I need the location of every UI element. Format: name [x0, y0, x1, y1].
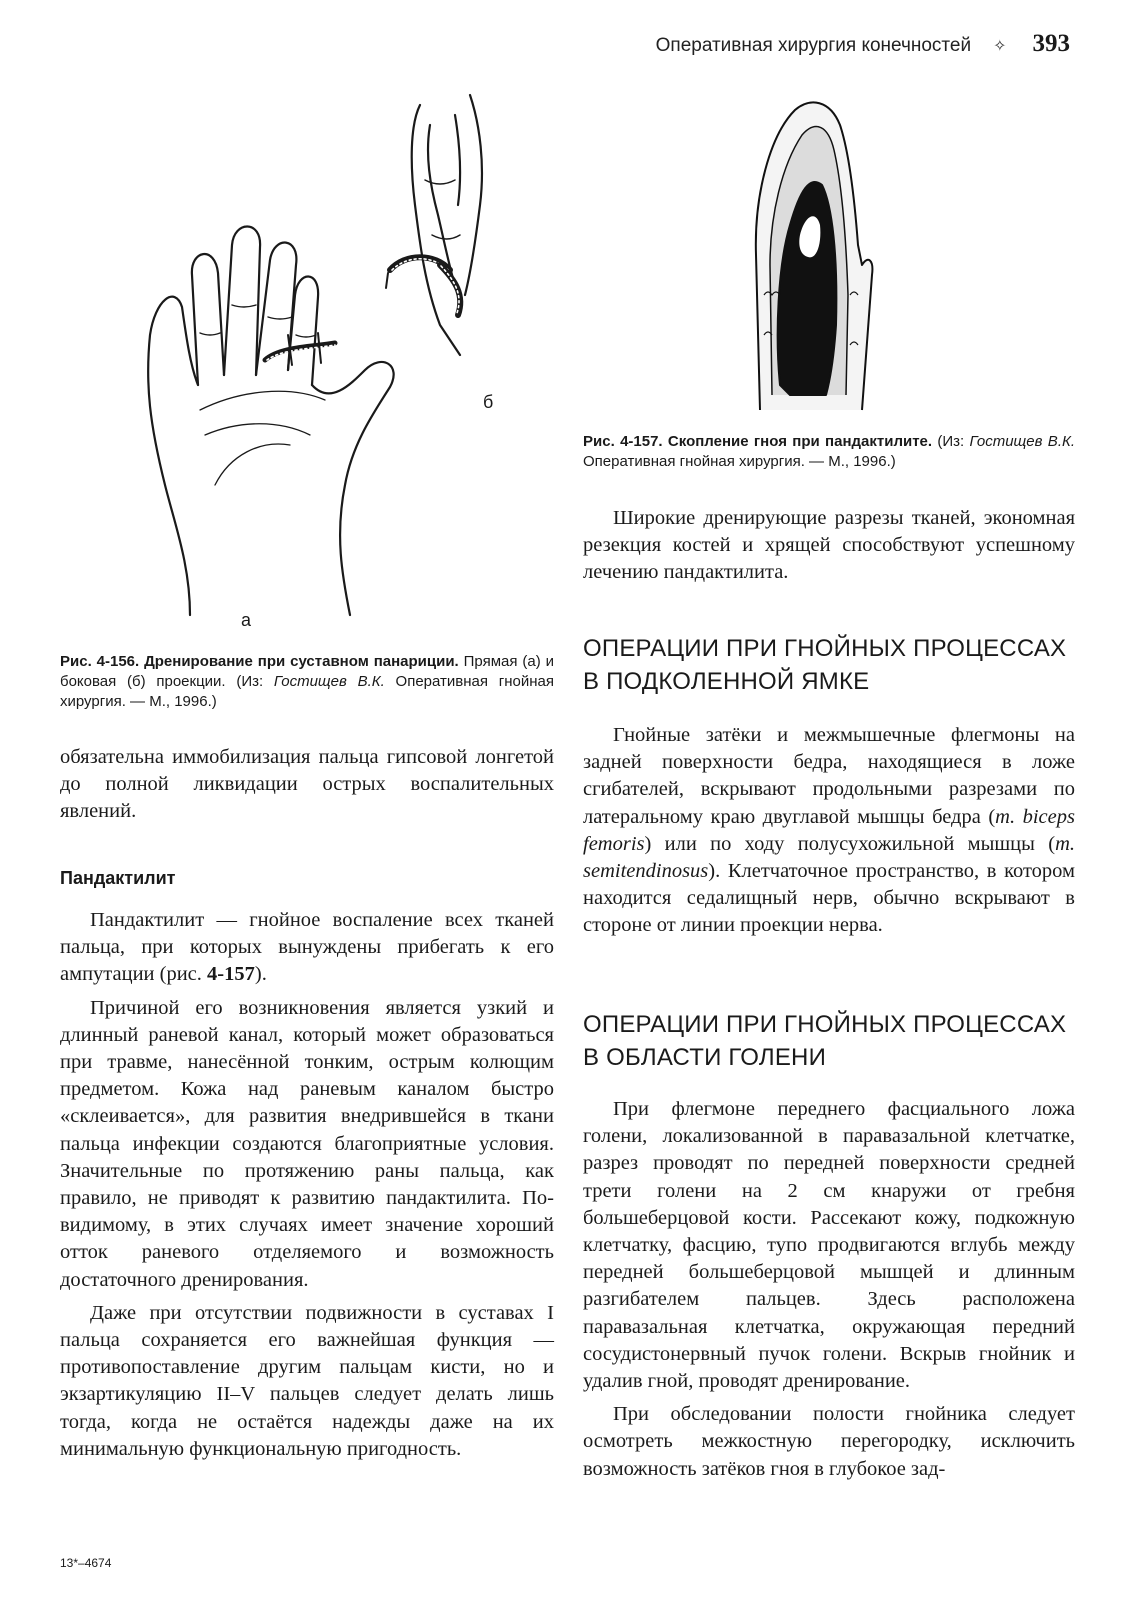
text-run: ) или по ходу полусухожильной мышцы (: [644, 832, 1056, 855]
figure-hand-drainage: [120, 85, 540, 625]
paragraph: Причиной его возникновения является узкий и длинный раневой канал, который может образоваться при травме, нанесённой тонким, острым колющим предметом. Кожа над раневым каналом быстро «склеивается», для развития внедрившейся в ткани пальца инфекции создаются благоприятные условия. Значительные по протяжению раны пальца, как правило, не приводят к развитию пандактилита. По-видимому, в этих случаях имеет значение хороший отток раневого отделяемого и возможность достаточного дренирования.: [60, 996, 554, 1291]
caption-fig-157: [583, 432, 1075, 472]
left-continuation: [60, 744, 554, 826]
header-title: Оперативная хирургия конечностей: [655, 35, 972, 56]
section-title: ОПЕРАЦИИ ПРИ ГНОЙНЫХ ПРОЦЕССАХ В ОБЛАСТИ ГОЛЕНИ: [583, 1011, 1067, 1071]
caption-156-tail: Оперативная гнойная хирургия. — М., 1996.): [60, 673, 554, 710]
caption-fig-156: [60, 652, 554, 712]
paragraph: При флегмоне переднего фасциального ложа голени, локализованной в паравазальной клетчатке, разрез проводят по передней поверхности средней трети голени на 2 см кнаружи от гребня большеберцовой кости. Рассекают кожу, подкожную клетчатку, фасцию, тупо продвигаются вглубь между передней большеберцовой мышцей и длинным разгибателем пальцев. Здесь расположена паравазальная клетчатка, окружающая передний сосудистонервный пучок голени. Вскрыв гнойник и удалив гной, проводят дренирование.: [583, 1098, 1075, 1393]
print-signature: 13*–4674: [60, 1556, 112, 1570]
left-pandactylitis-text: [60, 907, 554, 1463]
subheading-pandactylitis: [60, 868, 554, 889]
caption-157-label: Рис. 4-157. Скопление гноя при пандактилите.: [583, 433, 933, 450]
latin-term: m. biceps femoris: [583, 805, 1075, 855]
diamond-icon: ✧: [993, 36, 1007, 55]
running-header: [600, 30, 1070, 64]
section-heading-shin: [583, 1008, 1075, 1074]
paragraph: Даже при отсутствии подвижности в суставах I пальца сохраняется его важнейшая функция —противопоставление другим пальцам кисти, но и экзартикуляцию II–V пальцев следует делать лишь тогда, когда не остаётся надежды даже на их минимальную функциональную пригодность.: [60, 1301, 554, 1460]
text-run: ). Клетчаточное пространство, в котором находится седалищный нерв, обычно вскрывают в стороне от линии проекции нерва.: [583, 860, 1075, 937]
caption-157-tail: Оперативная гнойная хирургия. — М., 1996.): [583, 453, 896, 470]
text-run: Гнойные затёки и межмышечные флегмоны на задней поверхности бедра, находящиеся в ложе сгибателей, вскрывают продольными разрезами по латеральному краю двуглавой мышцы бедра (: [583, 724, 1075, 828]
caption-157-author: Гостищев В.К.: [969, 433, 1075, 450]
latin-term: m. semitendinosus: [583, 832, 1075, 883]
figure-pandactylitis: [750, 95, 880, 415]
paragraph: обязательна иммобилизация пальца гипсовой лонгетой до полной ликвидации острых воспалительных явлений.: [60, 746, 554, 823]
caption-156-text: Прямая (а) и боковая (б) проекции. (Из:: [60, 653, 554, 690]
paragraph: Широкие дренирующие разрезы тканей, экономная резекция костей и хрящей способствуют успешному лечению пандактилита.: [583, 507, 1075, 584]
text-run: ).: [254, 963, 267, 986]
caption-157-text: (Из:: [932, 433, 970, 450]
section-heading-popliteal: [583, 632, 1075, 698]
section-title: ОПЕРАЦИИ ПРИ ГНОЙНЫХ ПРОЦЕССАХ В ПОДКОЛЕННОЙ ЯМКЕ: [583, 635, 1067, 695]
page-number: 393: [1032, 30, 1070, 57]
right-popliteal-text: [583, 722, 1075, 940]
figure-label-a: а: [241, 610, 252, 630]
text-run: Пандактилит — гнойное воспаление всех тканей пальца, при которых вынуждены прибегать к его ампутации (рис.: [60, 909, 554, 986]
right-shin-text: [583, 1096, 1075, 1483]
subheading: Пандактилит: [60, 868, 176, 888]
caption-156-author: Гостищев В.К.: [273, 673, 385, 690]
figure-label-b: б: [483, 392, 494, 412]
right-intro: [583, 505, 1075, 587]
paragraph: При обследовании полости гнойника следует осмотреть межкостную перегородку, исключить возможность затёков гноя в глубокое зад-: [583, 1403, 1075, 1480]
caption-156-label: Рис. 4-156. Дренирование при суставном панариции.: [60, 653, 459, 670]
figure-ref: 4-157: [207, 963, 255, 986]
